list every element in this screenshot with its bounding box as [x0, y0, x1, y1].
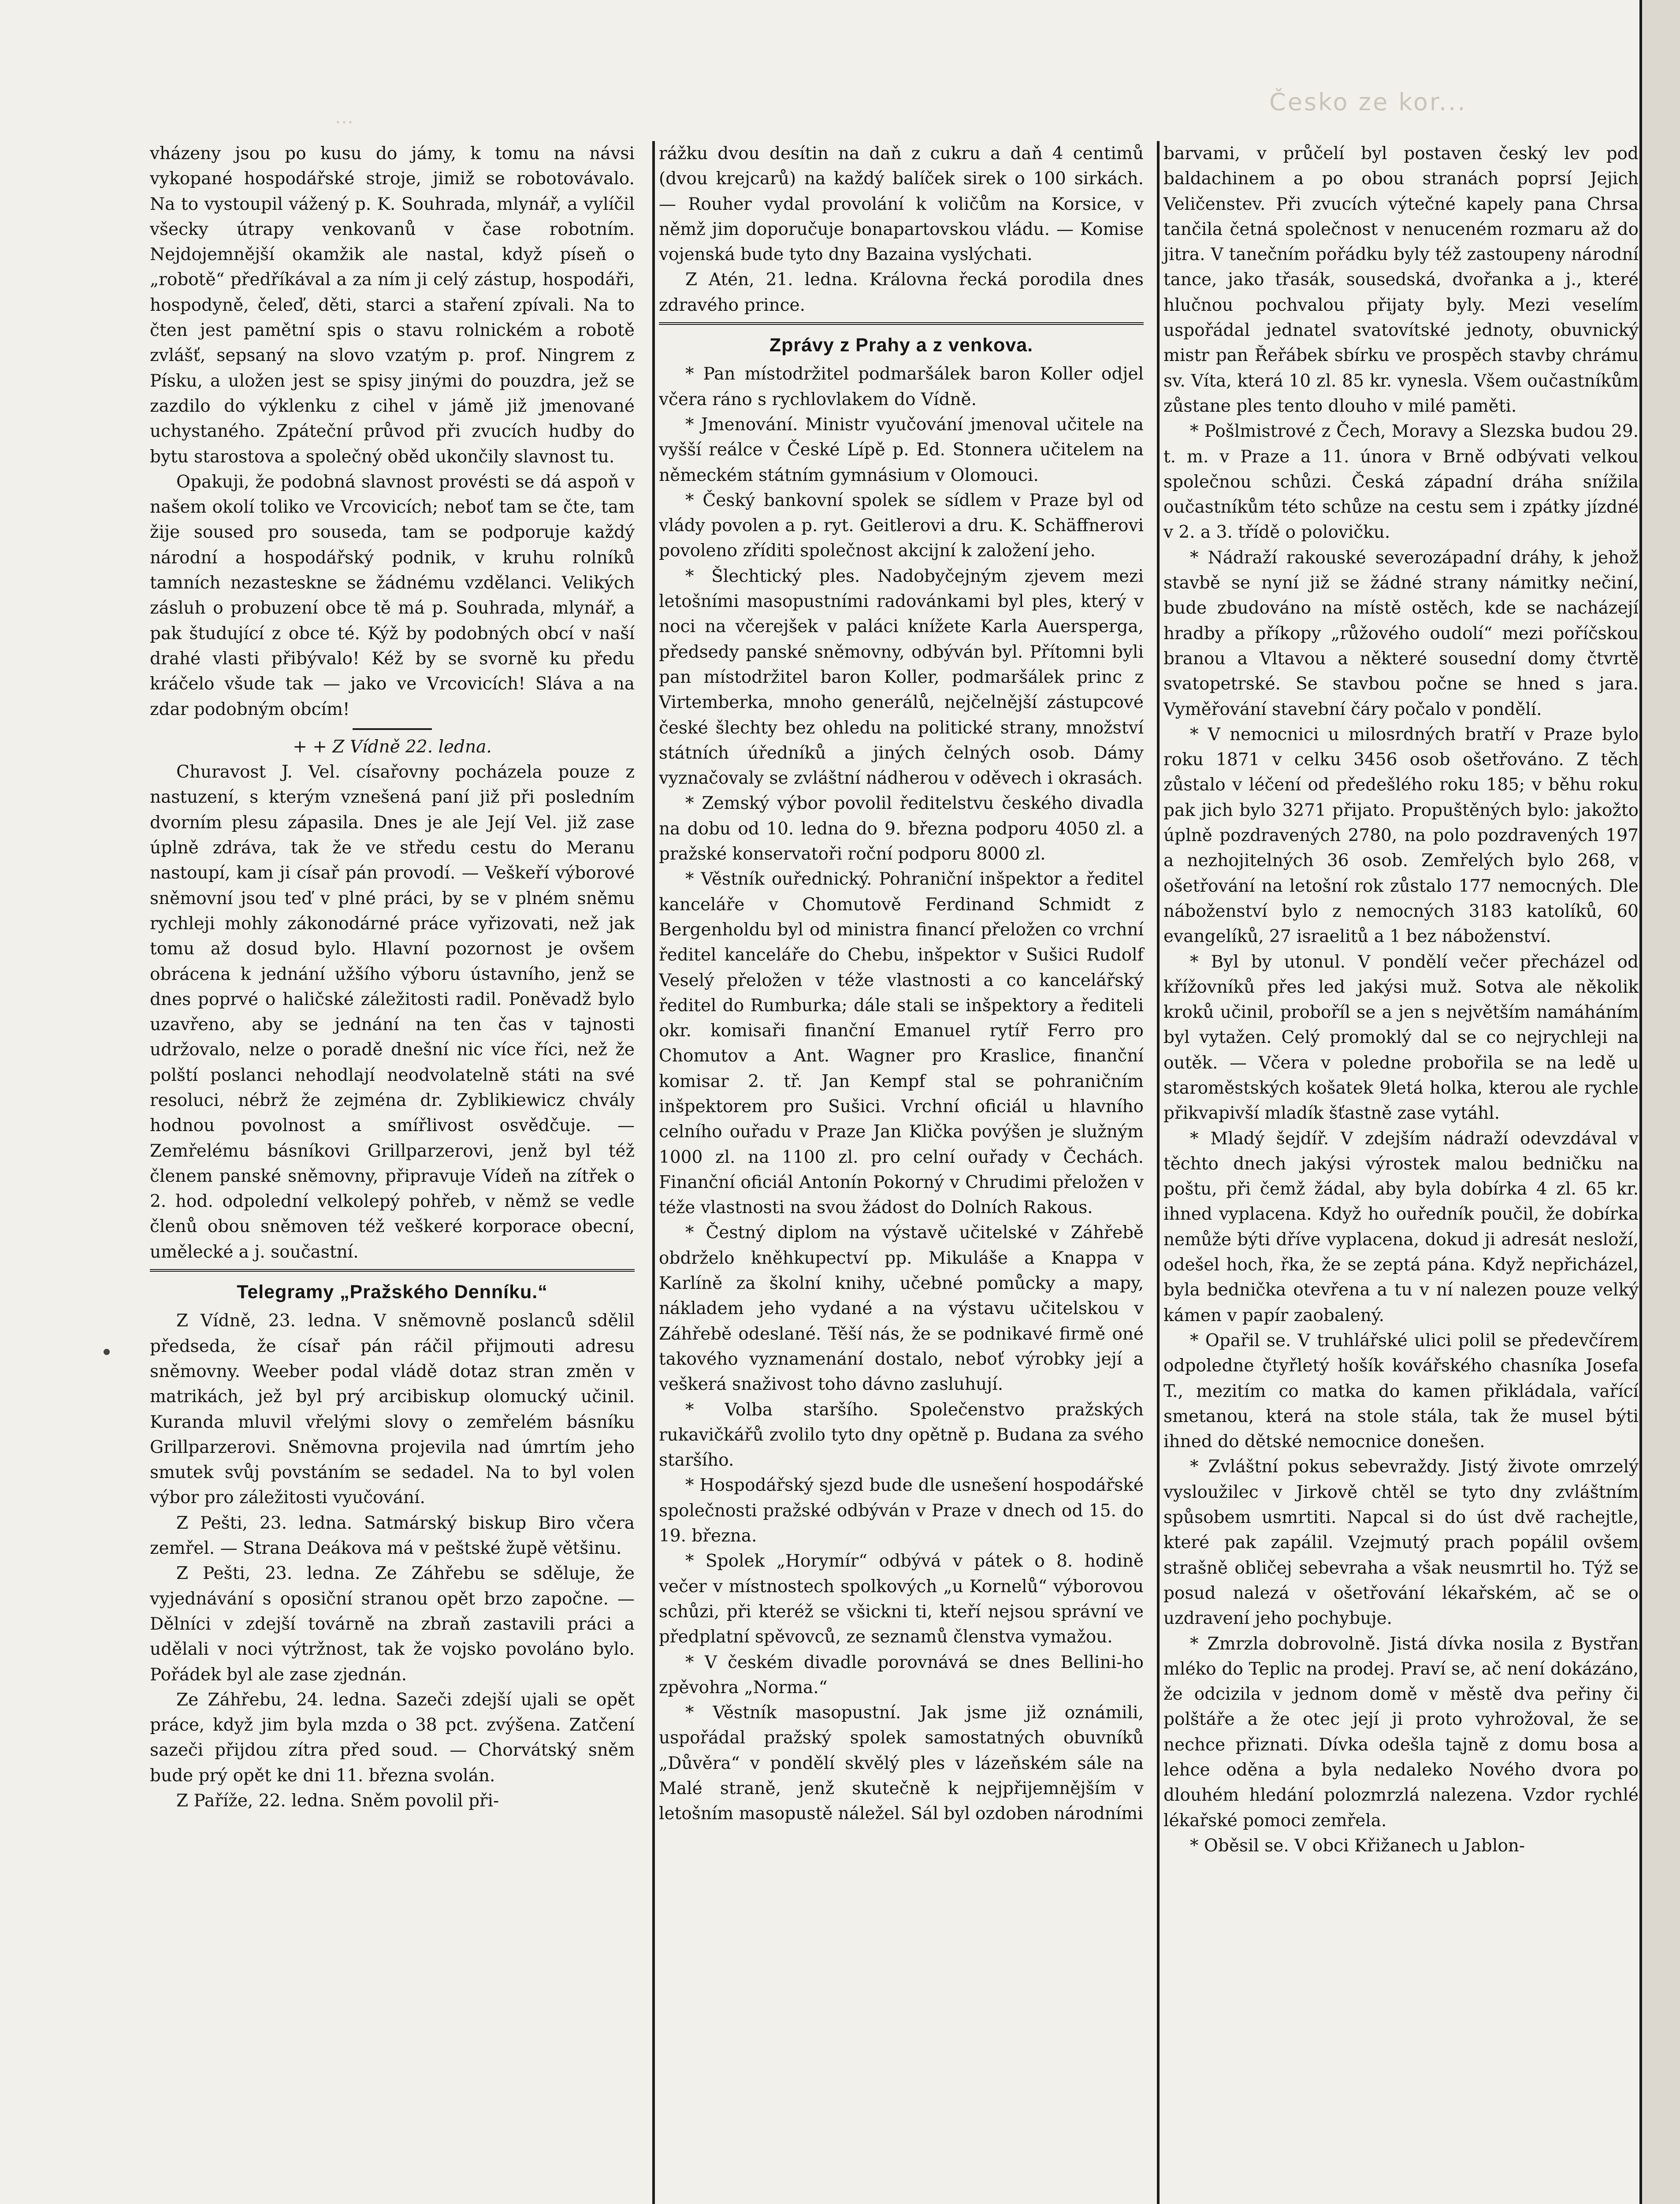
news-item: * Zemský výbor povolil ředitelstvu českého divadla na dobu od 10. ledna do 9. března podporu 4050 zl. a pražské konservatoři roční podporu 8000 zl.: [659, 793, 1144, 864]
column-1: [150, 141, 635, 1813]
telegram-item: Z Vídně, 23. ledna. V sněmovně poslanců sdělil předseda, že císař pán ráčil přijmouti adresu sněmovny. Weeber podal vládě dotaz stran změn v matrikách, jež byl prý arcibiskup olomucký učinil. Kuranda mluvil vřelými slovy o zemřelém básníku Grillparzerovi. Sněmovna projevila nad úmrtím jeho smutek svůj povstáním se sedadel. Na to byl volen výbor pro záležitosti vyučování.: [150, 1311, 635, 1508]
short-rule: [353, 728, 432, 730]
news-item: * Oběsil se. V obci Křižanech u Jablon-: [1190, 1835, 1525, 1856]
news-item: * Jmenování. Ministr vyučování jmenoval učitele na vyšší reálce v České Lípě p. Ed. Stonnera učitelem na německém státním gymnásium v Olomouci.: [659, 414, 1144, 485]
section-heading-news: Zprávy z Prahy a z venkova.: [769, 335, 1033, 356]
column-rule-2: [1157, 141, 1160, 2204]
news-item: * Šlechtický ples. Nadobyčejným zjevem mezi letošními masopustními radovánkami byl ples, který v noci na včerejšek v paláci knížete Karla Auersperga, předsedy panské sněmovny, odbýván byl. Přítomni byli pan místodržitel baron Koller, podmaršálek princ z Virtemberka, mnoho generálů, nejčelnější zástupcové české šlechty bez ohledu na politické strany, množství státních úředníků a jiných čelných osob. Dámy vyznačovaly se zvláštní nádherou v oděvech i okrasách.: [659, 566, 1144, 789]
telegram-item: Z Pešti, 23. ledna. Satmárský biskup Biro včera zemřel. — Strana Deákova má v peštské župě většinu.: [150, 1513, 635, 1559]
news-item: * Mladý šejdíř. V zdejším nádraží odevzdával v těchto dnech jakýsi výrostek malou bedničku na poštu, při čemž žádal, aby byla dobírka 4 zl. 65 kr. ihned vyplacena. Když ho ouředník poučil, že dobírka nemůže býti dříve vyplacena, dokud ji adresát nesloží, odešel hoch, řka, že se zeptá pána. Když nepřicházel, byla bednička otevřena a tu v ní nalezen pouze velký kámen v papír zaobalený.: [1163, 1128, 1639, 1325]
news-item: * Pošlmistrové z Čech, Moravy a Slezska budou 29. t. m. v Praze a 11. února v Brně odbývati velkou společnou schůzi. Česká západní dráha snížila oučastníkům této schůze na cestu sem i zpátky jízdné v 2. a 3. třídě o polovičku.: [1163, 421, 1639, 543]
news-item: * Volba staršího. Společenstvo pražských rukavičkářů zvolilo tyto dny opětně p. Budana za svého staršího.: [659, 1400, 1144, 1471]
column-3: [1163, 141, 1639, 1858]
news-item: * Opařil se. V truhlářské ulici polil se předevčírem odpoledne čtyřletý hošík kovářského chasníka Josefa T., mezitím co matka do kamen přikládala, vařící smetanou, která na stole stála, tak že musel býti ihned do dětské nemocnice donešen.: [1163, 1330, 1639, 1452]
telegram-item: Z Paříže, 22. ledna. Sněm povolil při-: [176, 1791, 499, 1811]
column-rule-1: [652, 141, 655, 2204]
news-item: * Čestný diplom na výstavě učitelské v Záhřebě obdrželo kněhkupectví pp. Mikuláše a Knappa v Karlíně za školní knihy, učebné pomůcky a mapy, nákladem jeho vydané a na výstavu učitelskou v Záhřebě odeslané. Těší nás, že se podnikavé firmě oné takového vyznamenání dostalo, neboť výrobky její a veškerá snaživost toho dávno zasluhují.: [659, 1223, 1144, 1395]
news-item: * Byl by utonul. V pondělí večer přecházel od křížovníků přes led jakýsi muž. Sotva ale několik kroků učinil, proboříl se a jen s největším namáháním byl vytažen. Celý promoklý dal se co nejrychleji na outěk. — Včera v poledne probořila se na ledě u staroměstských košatek 9letá holka, kterou ale rychle přikvapivší mladík šťastně zase vytáhl.: [1163, 952, 1639, 1124]
news-item: * Český bankovní spolek se sídlem v Praze byl od vlády povolen a p. ryt. Geitlerovi a dru. K. Schäffnerovi povoleno zříditi společnost akciјní k založení jeho.: [659, 490, 1144, 561]
col1-paragraph: Opakuji, že podobná slavnost provésti se dá aspoň v našem okolí toliko ve Vrcovicích; neboť tam se čte, tam žije soused pro souseda, tam se podporuje každý národní a hospodářský podnik, v kruhu rolníků tamních nezastesknе se žádnému vzdělanci. Velikých zásluh o probuzení obce tě má p. Souhrada, mlynář, a pak študující z obce té. Kýž by podobných obcí v naší drahé vlasti přibývalo! Kéž by se svorně ku předu kráčelo všude tak — jako ve Vrcovicích! Sláva a na zdar podobným obcím!: [150, 472, 635, 719]
news-item: * Věstník masopustní. Jak jsme již oznámili, uspořádal pražský spolek samostatných obuvníků „Důvěra“ v pondělí skvělý ples v lázeňském sále na Malé straně, jenž skutečně k nejpřijemnějším v letošním masopustě náležel. Sál byl ozdoben národními: [659, 1703, 1144, 1824]
news-item: * V českém divadle porovnává se dnes Bellini-ho zpěvohra „Norma.“: [659, 1652, 1144, 1698]
news-item: * Spolek „Horymír“ odbývá v pátek o 8. hodině večer v místnostech spolkových „u Kornelů“ výborovou schůzi, při kteréž se všickni ti, kteří nejsou správní ve předplatní spěvovců, ze seznamů členstva vymažou.: [659, 1551, 1144, 1647]
news-item: * Zmrzla dobrovolně. Jistá dívka nosila z Bystřan mléko do Teplic na prodej. Praví se, ač není dokázáno, že odcizila v jednom domě v městě dva peřiny či polštáře a že otec její ji proto vyhrožoval, že se nechce přiznati. Dívka odešla tajně z domu bosa a lehce oděna a byla nedaleko Nového dvora po dlouhém hledání polozmrzlá nalezena. Vzdor rychlé lékařské pomoci zemřela.: [1163, 1634, 1639, 1831]
section-rule: [659, 322, 1144, 325]
col2-paragraph: Z Atén, 21. ledna. Královna řecká porodila dnes zdravého prince.: [659, 270, 1144, 315]
section-heading-telegrams: Telegramy „Pražského Denníku.“: [237, 1281, 548, 1303]
col1-paragraph: vházeny jsou po kusu do jámy, k tomu na návsi vykopané hospodářské stroje, jimiž se robotovávalo. Na to vystoupil vážený p. K. Souhrada, mlynář, a vylíčil všecky útrapy venkovanů v čase robotním. Nejdojemnější okamžik ale nastal, když píseň o „robotě“ předříkával a za ním ji celý zástup, hospodáři, hospodyně, čeleď, děti, starci a staření zpívali. Na to čten jest pamětní spis o stavu rolnickém a robotě zvlášť, sepsaný na slovo vzatým p. prof. Ningrem z Písku, a uložen jest se spisy jinými do pouzdra, jež se zazdilo do výklenku z cihel v jámě již jmenované uchystaného. Zpáteční průvod při zvucích hudby do bytu starostova a společný oběd ukončily slavnost tu.: [150, 144, 635, 467]
news-item: * Hospodářský sjezd bude dle usnešení hospodářské společnosti pražské odbýván v Praze v dnech od 15. do 19. března.: [659, 1475, 1144, 1546]
section-rule: [150, 1269, 635, 1272]
telegram-item: Z Pešti, 23. ledna. Ze Záhřebu se sděluje, že vyjednávání s oposiční stranou opět brzo započne. — Dělníci v zdejší továrně na zbraň zastavili práci a udělali v noci výtržnost, tak že vojsko povoláno bylo. Pořádek byl ale zase zjednán.: [150, 1564, 635, 1685]
dateline: + + Z Vídně 22. ledna.: [293, 737, 492, 757]
col1-paragraph: Churavost J. Vel. císařovny pocházela pouze z nastuzení, s kterým vznešená paní již při posledním dvorním plesu zápasila. Dnes je ale Její Vel. již zase úplně zdráva, tak že ve středu cestu do Meranu nastoupí, kam ji císař pán provodí. — Veškeří výborové sněmovní jsou teď v plné práci, by se v plném sněmu rychleji mohly zákonodárné práce vyřizovati, než jak tomu až dosud bylo. Hlavní pozornost je ovšem obrácena k jednání užšího výboru ústavního, jenž se dnes poprvé o haličské záležitosti radil. Poněvadž bylo uzavřeno, aby se jednání na ten čas v tajnosti udržovalo, nelze o poradě dnešní nic více říci, než že polští poslanci nehodlají neodvolatelně státi na své resoluci, nébrž že zejména dr. Zyblikiewicz chvály hodnou povolnost a smířlivost osvědčuje. — Zemřelému básníkovi Grillparzerovi, jenž byl též členem panské sněmovny, připravuje Vídeň na zítřek o 2. hod. odpolední velkolepý pohřeb, v němž se vedle členů obou sněmoven též veškeré korporace obecní, umělecké a j. součastní.: [150, 762, 635, 1262]
bleed-through-header-right: Česko ze kor...: [1269, 88, 1467, 116]
telegram-item: Ze Záhřebu, 24. ledna. Sazeči zdejší ujali se opět práce, když jim byla mzda o 38 pct. zvýšena. Zatčení sazeči přijdou zítra před soud. — Chorvátský sněm bude prý opět ke dni 11. března svolán.: [150, 1690, 635, 1786]
news-item: * V nemocnici u milosrdných bratří v Praze bylo roku 1871 v celku 3456 osob ošetřováno. Z těch zůstalo v léčení od předešlého roku 185; v běhu roku pak jich bylo 3271 přijato. Propuštěných bylo: jakožto úplně pozdravených 2780, na polo pozdravených 197 a nezhojitelných 36 osob. Zemřelých bylo 268, v ošetřování na letošní rok zůstalo 177 nemocných. Dle náboženství bylo z nemocných 3183 katolíků, 60 evangelíků, 27 israelitů a 1 bez náboženství.: [1163, 724, 1639, 947]
news-item: * Pan místodržitel podmaršálek baron Koller odjel včera ráno s rychlovlakem do Vídně.: [659, 364, 1144, 410]
news-item: * Věstník ouřednický. Pohraniční inšpektor a ředitel kanceláře v Chomutově Ferdinand Schmidt z Bergenholdu byl od ministra financí přeložen co vrchní ředitel kanceláře do Chebu, inšpektor v Sušici Rudolf Veselý přeložen v téže vlastnosti a co kancelářský ředitel do Rumburka; dále stali se inšpektory a řediteli okr. komisaři finanční Emanuel rytíř Ferro pro Chomutov a Ant. Wagner pro Kraslice, finanční komisar 2. tř. Jan Kempf stal se pohraničním inšpektorem pro Sušici. Vrchní oficiál u hlavního celního ouřadu v Praze Jan Klička povýšen je služným 1000 zl. na 1100 zl. pro celní ouřady v Čechách. Finanční oficiál Antonín Pokorný v Chrudimi přeložen v téže vlastnosti na svou žádost do Dolních Rakous.: [659, 869, 1144, 1218]
news-item: * Nádraží rakouské severozápadní dráhy, k jehož stavbě se nyní již se žádné strany námitky nečiní, bude zbudováno na místě ostěch, kde se nacházejí hradby a příkopy „růžového oudolí“ mezi poříčskou branou a Vltavou a některé sousední domy čtvrtě svatopetrské. Se stavbou počne se hned s jara. Vyměřování stavební čáry počalo v pondělí.: [1163, 547, 1639, 719]
col2-paragraph: rážku dvou desítin na daň z cukru a daň 4 centimů (dvou krejcarů) na každý balíček sirek o 100 sirkách. — Rouher vydal provolání k voličům na Korsice, v němž jim doporučuje bonapartovskou vládu. — Komise vojenská bude tyto dny Bazaina vyslýchati.: [659, 144, 1144, 265]
page-edge: [1639, 0, 1680, 2204]
news-item: * Zvláštní pokus sebevraždy. Jistý živote omrzelý vysloužilec v Jirkově chtěl se tyto dny zvláštním spůsobem usmrtiti. Napcal si do úst dvě rachejtle, které pak zapálil. Vzejmutý prach popálil ovšem strašně obličej sebevraha a však neusmrtil ho. Týž se posud nalezá v ošetřování lékařském, ač se o uzdravení jeho pochybuje.: [1163, 1457, 1639, 1629]
bleed-through-header-left: ...: [335, 106, 353, 128]
column-2: [659, 141, 1144, 1827]
margin-dot: [104, 1349, 110, 1355]
news-item: barvami, v průčelí byl postaven český lev pod baldachinem a po obou stranách poprsí Jejich Veličenstev. Při zvucích výtečné kapely pana Chrsa tančila četná společnost v nenuceném rozmaru až do jitra. V tanečním pořádku byly též zastoupeny národní tance, jako třasák, sousedská, dvořanka a j., které hlučnou pochvalou přijaty byly. Mezi veselím uspořádal jednatel svatovítské jednoty, obuvnický mistr pan Řeřábek sbírku ve prospěch stavby chrámu sv. Víta, která 10 zl. 85 kr. vynesla. Všem oučastníkům zůstane ples tento dlouho v milé paměti.: [1163, 144, 1639, 416]
